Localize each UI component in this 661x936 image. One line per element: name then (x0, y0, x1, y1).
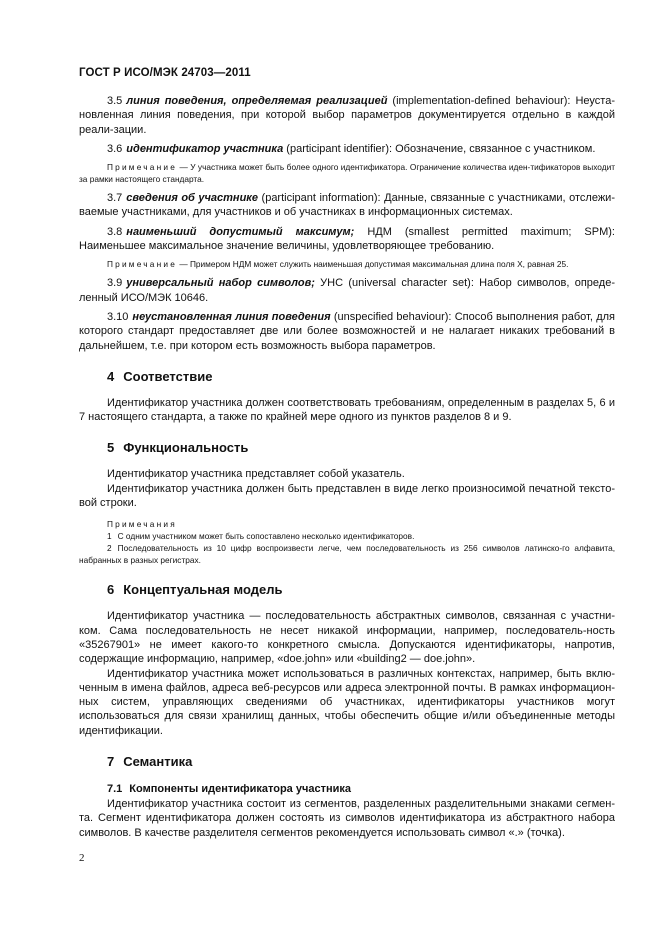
notes-label: Примечания (107, 519, 177, 530)
term: сведения об участнике (126, 192, 258, 205)
section-5-heading: 5 Функциональность (107, 440, 249, 456)
definition-3-8: 3.8 наименьший допустимый максимум; НДМ (smallest permitted maximum; SPM): Наименьшее максимальное значение величины, удовлетворяющее требованию. (79, 225, 615, 253)
section-5-paragraph-2: Идентификатор участника должен быть представлен в виде легко произносимой печатной тексто-вой строки. (79, 482, 615, 510)
definition-3-7: 3.7 сведения об участнике (participant information): Данные, связанные с участниками, отслежи-ваемые участниками, для участников и об участниках в информационных системах. (79, 192, 615, 219)
term: наименьший допустимый максимум; (126, 225, 355, 238)
term: линия поведения, определяемая реализацией (126, 95, 388, 107)
term: идентификатор участника (126, 142, 284, 155)
note-item-2: 2 Последовательность из 10 цифр воспроизвести легче, чем последовательность из 256 символов латинско-го алфавита, набранных в разных регистрах. (79, 543, 615, 566)
section-4-heading: 4 Соответствие (107, 368, 213, 384)
note-3-8: Примечание — Примером НДМ может служить наименьшая допустимая максимальная длина поля X, равная 25. (107, 259, 569, 270)
term: универсальный набор символов; (126, 277, 315, 290)
note-item-1: 1 С одним участником может быть сопоставлено несколько идентификаторов. (107, 531, 415, 542)
section-7-1-paragraph: Идентификатор участника состоит из сегментов, разделенных разделительными знаками сегмен-та. Сегмент идентификатора должен состоять из символов идентификатора из абстрактного набора символов. В качестве разделителя сегментов рекомендуется использовать символ «.» (точка). (79, 798, 615, 839)
section-7-heading: 7 Семантика (107, 754, 193, 770)
definition-3-10: 3.10 неустановленная линия поведения (unspecified behaviour): Способ выполнения работ, для которого стандарт предоставляет две или более возможностей и не налагает никаких требований в дальнейшем, т.е. при котором есть возможность выбора параметров. (79, 310, 615, 352)
section-4-paragraph: Идентификатор участника должен соответствовать требованиям, определенным в разделах 5, 6 и 7 настоящего стандарта, а также по крайней мере одного из пунктов разделов 8 и 9. (79, 396, 615, 424)
section-6-heading: 6 Концептуальная модель (107, 582, 283, 598)
subsection-7-1-heading: 7.1 Компоненты идентификатора участника (107, 783, 352, 796)
page-number: 2 (79, 852, 85, 864)
section-6-paragraph-1: Идентификатор участника — последовательность абстрактных символов, связанная с участни-ком. Сама последовательность не несет никакой информации, например, последователь-ность «35267901» не имеет какого-то конкретного смысла. Допускаются идентификаторы, напротив, содержащие информацию, например, «doe.john» или «building2 — doe.john». (79, 610, 615, 666)
page-content (79, 94, 615, 840)
definition-3-6: 3.6 идентификатор участника (participant identifier): Обозначение, связанное с участником. (107, 142, 596, 155)
note-3-6: Примечание — У участника может быть более одного идентификатора. Ограничение количества иден-тификаторов выходит за рамки настоящего стандарта. (79, 162, 615, 185)
definition-3-9: 3.9 универсальный набор символов; УНС (universal character set): Набор символов, опреде-ленный ИСО/МЭК 10646. (79, 277, 615, 304)
running-header: ГОСТ Р ИСО/МЭК 24703—2011 (79, 67, 251, 79)
section-5-paragraph-1: Идентификатор участника представляет собой указатель. (107, 468, 405, 481)
term: неустановленная линия поведения (132, 310, 331, 323)
definition-3-5: 3.5 линия поведения, определяемая реализацией (implementation-defined behaviour): Неуста-новленная линия поведения, при которой выбор параметров документируется отдельно в каждой реали-зации. (79, 95, 615, 136)
section-6-paragraph-2: Идентификатор участника может использоваться в различных контекстах, например, быть вклю-ченным в имена файлов, адреса веб-ресурсов или адреса электронной почты. В рамках информацион-ных систем, управляющих сведениями об участниках, идентификаторы участников могут использоваться для связи хранилищ данных, чтобы обеспечить общие и/или объединенные методы идентификации. (79, 667, 615, 737)
